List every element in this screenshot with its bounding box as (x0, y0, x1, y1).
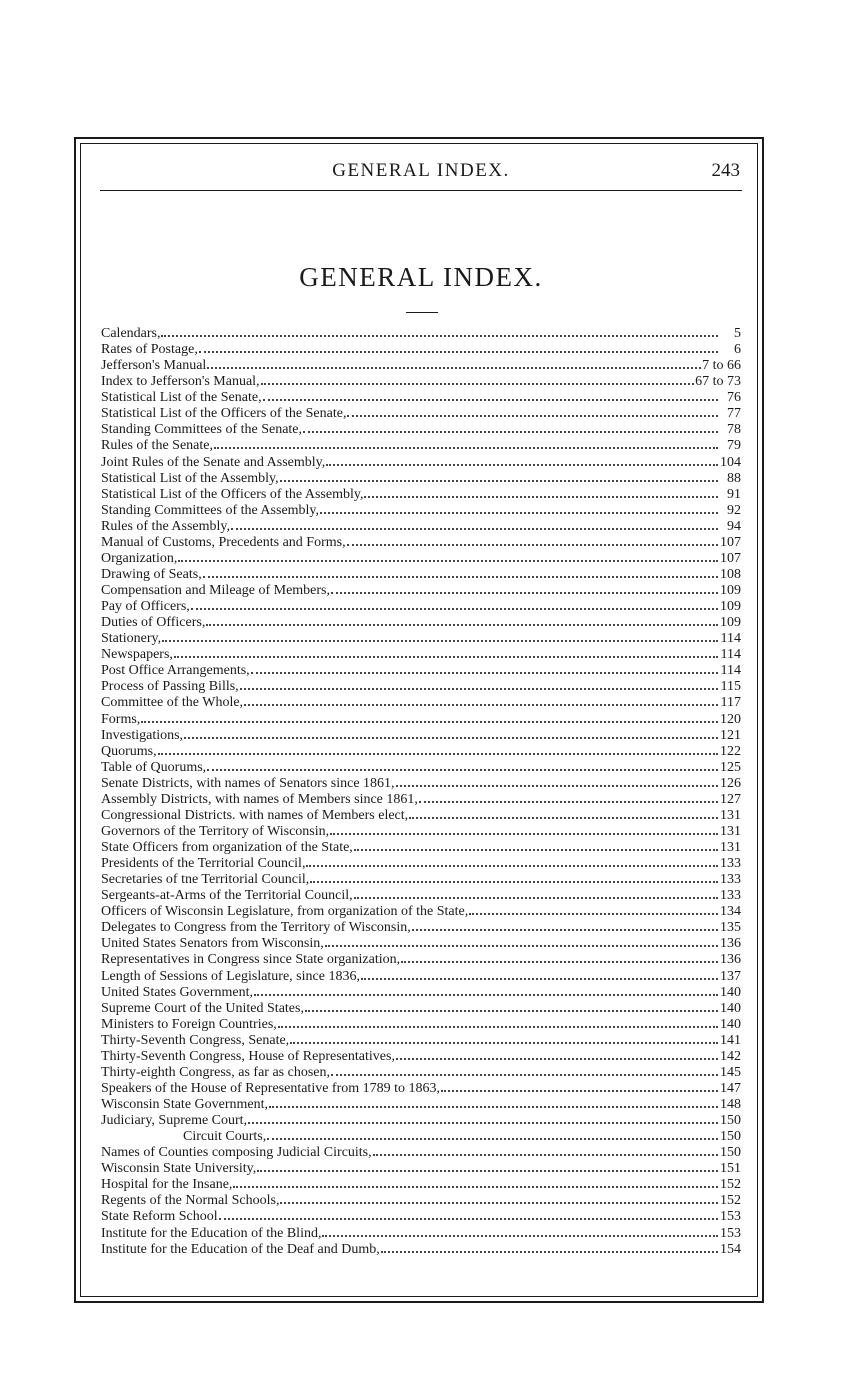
index-entry-label: Rules of the Assembly, (101, 518, 230, 534)
index-entry (101, 582, 741, 598)
index-entry-label: Ministers to Foreign Countries, (101, 1016, 277, 1032)
index-entry-page: 142 (720, 1048, 741, 1064)
index-entry-label: Assembly Districts, with names of Members since 1861, (101, 791, 418, 807)
index-title: GENERAL INDEX. (299, 262, 543, 292)
dot-leader (396, 1048, 718, 1060)
index-entry-page: 134 (720, 904, 741, 920)
dot-leader (469, 903, 718, 915)
index-entry-page: 91 (727, 486, 741, 502)
index-entry (101, 759, 741, 775)
index-entry (101, 968, 741, 984)
index-entry-label: Delegates to Congress from the Territory of Wisconsin, (101, 920, 411, 936)
dot-leader (419, 791, 718, 803)
index-entry (101, 919, 741, 935)
index-entry-page: 145 (720, 1064, 741, 1080)
index-entry (101, 935, 741, 951)
index-entry-page: 140 (720, 984, 741, 1000)
title-rule (406, 312, 438, 313)
index-entry (101, 903, 741, 919)
index-entry-page: 115 (720, 679, 741, 695)
index-entry-page: 147 (720, 1080, 741, 1096)
index-entry-label: Wisconsin State University, (101, 1161, 257, 1177)
index-entry-page: 109 (720, 583, 741, 598)
index-entry-label: Standing Committees of the Senate, (101, 422, 303, 438)
index-entry (101, 341, 741, 357)
index-entry-label: State Officers from organization of the State, (101, 840, 353, 855)
index-entry-label: Statistical List of the Officers of the Senate, (101, 406, 347, 422)
index-entry (101, 1241, 741, 1257)
dot-leader (174, 646, 718, 658)
index-entry-page: 7 to 66 (702, 358, 741, 374)
index-entry-page: 114 (720, 647, 741, 663)
index-entry-page: 120 (720, 711, 741, 727)
index-entry-page: 150 (720, 1145, 741, 1161)
index-entry-label: Joint Rules of the Senate and Assembly, (101, 454, 326, 470)
index-entry (101, 454, 741, 470)
dot-leader (161, 325, 718, 337)
index-entry-page: 108 (720, 566, 741, 582)
index-entry (101, 1192, 741, 1208)
index-entry (101, 534, 741, 550)
dot-leader (219, 1208, 718, 1220)
index-entry-page: 126 (720, 775, 741, 791)
index-entry-page: 77 (727, 406, 741, 422)
dot-leader (184, 727, 718, 739)
index-entry (101, 1032, 741, 1048)
index-entry (101, 727, 741, 743)
dot-leader (325, 935, 718, 947)
index-entry-page: 121 (720, 727, 741, 743)
index-entry-label: Committee of the Whole, (101, 695, 244, 711)
index-entry (101, 1096, 741, 1112)
index-entry-label: United States Government, (101, 984, 254, 1000)
running-head-title: GENERAL INDEX. (332, 160, 510, 181)
index-entry-page: 67 to 73 (695, 374, 741, 390)
index-entry-label: Senate Districts, with names of Senators since 1861, (101, 775, 395, 791)
dot-leader (233, 1176, 718, 1188)
index-entry (101, 630, 741, 646)
index-entry-page: 150 (720, 1129, 741, 1145)
index-entry (101, 1064, 741, 1080)
index-entry (101, 1128, 741, 1144)
index-entry-label: Drawing of Seats, (101, 566, 202, 582)
dot-leader (347, 534, 718, 546)
index-entry (101, 1225, 741, 1241)
index-entry-label: Calendars, (101, 326, 161, 341)
dot-leader (214, 437, 718, 449)
dot-leader (158, 743, 718, 755)
index-entry-page: 131 (720, 840, 741, 855)
index-entry-page: 76 (727, 390, 741, 406)
index-entry-label: Institute for the Education of the Deaf and Dumb, (101, 1241, 380, 1257)
dot-leader (162, 630, 718, 642)
index-entry-page: 114 (720, 663, 741, 679)
dot-leader (240, 678, 718, 690)
index-entry (101, 550, 741, 566)
index-entry-label: Process of Passing Bills, (101, 679, 239, 695)
index-entry-page: 153 (720, 1209, 741, 1225)
index-entry-label: Speakers of the House of Representative from 1789 to 1863, (101, 1080, 441, 1096)
index-entry (101, 518, 741, 534)
index-entry-page: 127 (720, 791, 741, 807)
dot-leader (207, 357, 701, 369)
index-entry-label: Manual of Customs, Precedents and Forms, (101, 534, 346, 550)
index-entry (101, 614, 741, 630)
index-entry (101, 1112, 741, 1128)
index-entry (101, 325, 741, 341)
dot-leader (263, 389, 718, 401)
index-entry-page: 109 (720, 599, 741, 615)
index-entry-label: Quorums, (101, 743, 157, 759)
dot-leader (347, 405, 718, 417)
index-entry (101, 646, 741, 662)
index-entry (101, 1016, 741, 1032)
index-entry-label: Rates of Postage, (101, 342, 198, 358)
dot-leader (412, 919, 718, 931)
dot-leader (396, 775, 718, 787)
index-entry-label: Length of Sessions of Legislature, since 1836, (101, 968, 360, 984)
index-entry (101, 1160, 741, 1176)
dot-leader (290, 1032, 718, 1044)
dot-leader (331, 582, 718, 594)
dot-leader (354, 839, 718, 851)
dot-leader (261, 373, 695, 385)
dot-leader (254, 984, 718, 996)
index-entry (101, 1000, 741, 1016)
dot-leader (280, 1192, 718, 1204)
dot-leader (257, 1160, 718, 1172)
index-entry-page: 152 (720, 1193, 741, 1209)
index-entry-label: United States Senators from Wisconsin, (101, 936, 324, 952)
dot-leader (401, 951, 718, 963)
index-entry-page: 151 (720, 1161, 741, 1177)
index-entry-label: Organization, (101, 550, 178, 566)
dot-leader (354, 887, 718, 899)
index-entry-page: 6 (734, 342, 741, 358)
dot-leader (373, 1144, 718, 1156)
index-entry-page: 153 (720, 1225, 741, 1241)
index-entry-label: Officers of Wisconsin Legislature, from organization of the State, (101, 904, 469, 920)
index-entry (101, 1208, 741, 1224)
page-number: 243 (711, 160, 740, 181)
index-entry-page: 117 (720, 695, 741, 711)
index-entry-label: Sergeants-at-Arms of the Territorial Council, (101, 888, 353, 904)
index-entry-page: 104 (720, 454, 741, 470)
index-entry-label: Index to Jefferson's Manual, (101, 374, 260, 390)
index-entry-label: Thirty-Seventh Congress, Senate, (101, 1032, 290, 1048)
index-entry (101, 437, 741, 453)
index-entry-label: State Reform School (101, 1209, 218, 1225)
index-entry (101, 711, 741, 727)
dot-leader (191, 598, 718, 610)
index-entry-page: 88 (727, 470, 741, 486)
index-entry-label: Institute for the Education of the Blind, (101, 1225, 322, 1241)
dot-leader (326, 454, 718, 466)
index-entry-page: 150 (720, 1113, 741, 1129)
index-entry-label: Jefferson's Manual (101, 358, 207, 374)
dot-leader (248, 1112, 718, 1124)
index-entry-label: Secretaries of tne Territorial Council, (101, 872, 310, 888)
index-entry-label: Stationery, (101, 631, 162, 647)
dot-leader (278, 1016, 718, 1028)
dot-leader (409, 807, 718, 819)
dot-leader (330, 823, 718, 835)
header-rule (100, 190, 742, 191)
dot-leader (207, 759, 718, 771)
dot-leader (310, 871, 718, 883)
index-entry-page: 122 (720, 743, 741, 759)
index-entry-page: 131 (720, 807, 741, 823)
index-entry-label: Supreme Court of the United States, (101, 1000, 304, 1016)
index-entry-page: 135 (720, 920, 741, 936)
dot-leader (331, 1064, 718, 1076)
dot-leader (320, 502, 718, 514)
index-entry (101, 1144, 741, 1160)
index-entry-page: 133 (720, 888, 741, 904)
index-entry (101, 984, 741, 1000)
index-entry-label: Governors of the Territory of Wisconsin, (101, 823, 330, 839)
index-entry-page: 92 (727, 502, 741, 518)
index-entry-page: 114 (720, 631, 741, 647)
index-entry-page: 79 (727, 438, 741, 454)
index-entry-page: 107 (720, 550, 741, 566)
index-entry-label: Hospital for the Insane, (101, 1177, 233, 1193)
index-entry (101, 486, 741, 502)
index-entry-label: Duties of Officers, (101, 615, 206, 631)
index-entry-label: Thirty-Seventh Congress, House of Representatives, (101, 1048, 395, 1064)
index-entry (101, 678, 741, 694)
dot-leader (364, 486, 718, 498)
dot-leader (178, 550, 718, 562)
index-entry (101, 598, 741, 614)
dot-leader (244, 694, 718, 706)
index-entry (101, 502, 741, 518)
index-entry (101, 405, 741, 421)
index-entry-label: Judiciary, Supreme Court, (101, 1113, 248, 1129)
dot-leader (280, 470, 718, 482)
index-list (101, 325, 741, 1257)
index-entry-page: 107 (720, 534, 741, 550)
index-entry-label: Forms, (101, 711, 141, 727)
index-entry-label: Statistical List of the Officers of the Assembly, (101, 486, 364, 502)
index-entry (101, 357, 741, 373)
index-entry (101, 1176, 741, 1192)
index-entry (101, 871, 741, 887)
dot-leader (306, 855, 718, 867)
index-entry-label: Presidents of the Territorial Council, (101, 856, 306, 872)
dot-leader (199, 341, 718, 353)
index-entry-label: Congressional Districts. with names of Members elect, (101, 807, 409, 823)
dot-leader (203, 566, 718, 578)
index-entry (101, 839, 741, 855)
index-entry-page: 133 (720, 856, 741, 872)
index-entry (101, 775, 741, 791)
index-entry-page: 136 (720, 952, 741, 968)
index-entry (101, 823, 741, 839)
index-entry-page: 140 (720, 1016, 741, 1032)
index-entry (101, 1080, 741, 1096)
index-entry (101, 694, 741, 710)
running-head (100, 160, 742, 184)
index-entry-label: Compensation and Mileage of Members, (101, 583, 331, 598)
index-entry-label: Representatives in Congress since State organization, (101, 952, 401, 968)
index-entry-page: 148 (720, 1097, 741, 1112)
dot-leader (361, 968, 718, 980)
index-entry-page: 109 (720, 615, 741, 631)
index-entry-label: Standing Committees of the Assembly, (101, 502, 320, 518)
index-entry-page: 78 (727, 422, 741, 438)
index-entry-page: 5 (734, 326, 741, 341)
index-entry-page: 140 (720, 1000, 741, 1016)
dot-leader (267, 1128, 718, 1140)
index-entry-label: Names of Counties composing Judicial Circuits, (101, 1145, 372, 1161)
index-entry (101, 791, 741, 807)
index-entry (101, 421, 741, 437)
index-entry-page: 94 (727, 518, 741, 534)
dot-leader (251, 662, 718, 674)
index-entry-page: 136 (720, 936, 741, 952)
index-entry (101, 743, 741, 759)
index-entry (101, 807, 741, 823)
index-entry-label: Statistical List of the Senate, (101, 390, 262, 406)
index-entry (101, 887, 741, 903)
index-entry-page: 133 (720, 872, 741, 888)
index-entry-label: Wisconsin State Government, (101, 1097, 269, 1112)
dot-leader (303, 421, 718, 433)
index-entry-page: 131 (720, 823, 741, 839)
index-entry (101, 389, 741, 405)
index-entry-label: Statistical List of the Assembly, (101, 470, 279, 486)
dot-leader (322, 1225, 718, 1237)
dot-leader (231, 518, 718, 530)
dot-leader (441, 1080, 718, 1092)
index-entry-label: Post Office Arrangements, (101, 663, 250, 679)
dot-leader (381, 1241, 718, 1253)
index-entry (101, 951, 741, 967)
index-entry-page: 154 (720, 1241, 741, 1257)
index-entry (101, 662, 741, 678)
index-entry-page: 152 (720, 1177, 741, 1193)
index-entry-label: Rules of the Senate, (101, 438, 213, 454)
index-entry (101, 566, 741, 582)
index-entry-label: Pay of Officers, (101, 599, 190, 615)
index-entry-label: Regents of the Normal Schools, (101, 1193, 280, 1209)
index-entry-label: Circuit Courts, (183, 1129, 267, 1145)
dot-leader (269, 1096, 718, 1108)
dot-leader (305, 1000, 718, 1012)
index-entry (101, 1048, 741, 1064)
index-entry-page: 137 (720, 968, 741, 984)
index-entry-page: 125 (720, 759, 741, 775)
index-entry (101, 470, 741, 486)
dot-leader (141, 711, 718, 723)
index-entry (101, 373, 741, 389)
index-entry-label: Table of Quorums, (101, 759, 207, 775)
index-entry-label: Thirty-eighth Congress, as far as chosen, (101, 1064, 330, 1080)
index-entry-page: 141 (720, 1032, 741, 1048)
dot-leader (206, 614, 718, 626)
index-entry (101, 855, 741, 871)
index-entry-label: Newspapers, (101, 647, 173, 663)
index-entry-label: Investigations, (101, 727, 184, 743)
